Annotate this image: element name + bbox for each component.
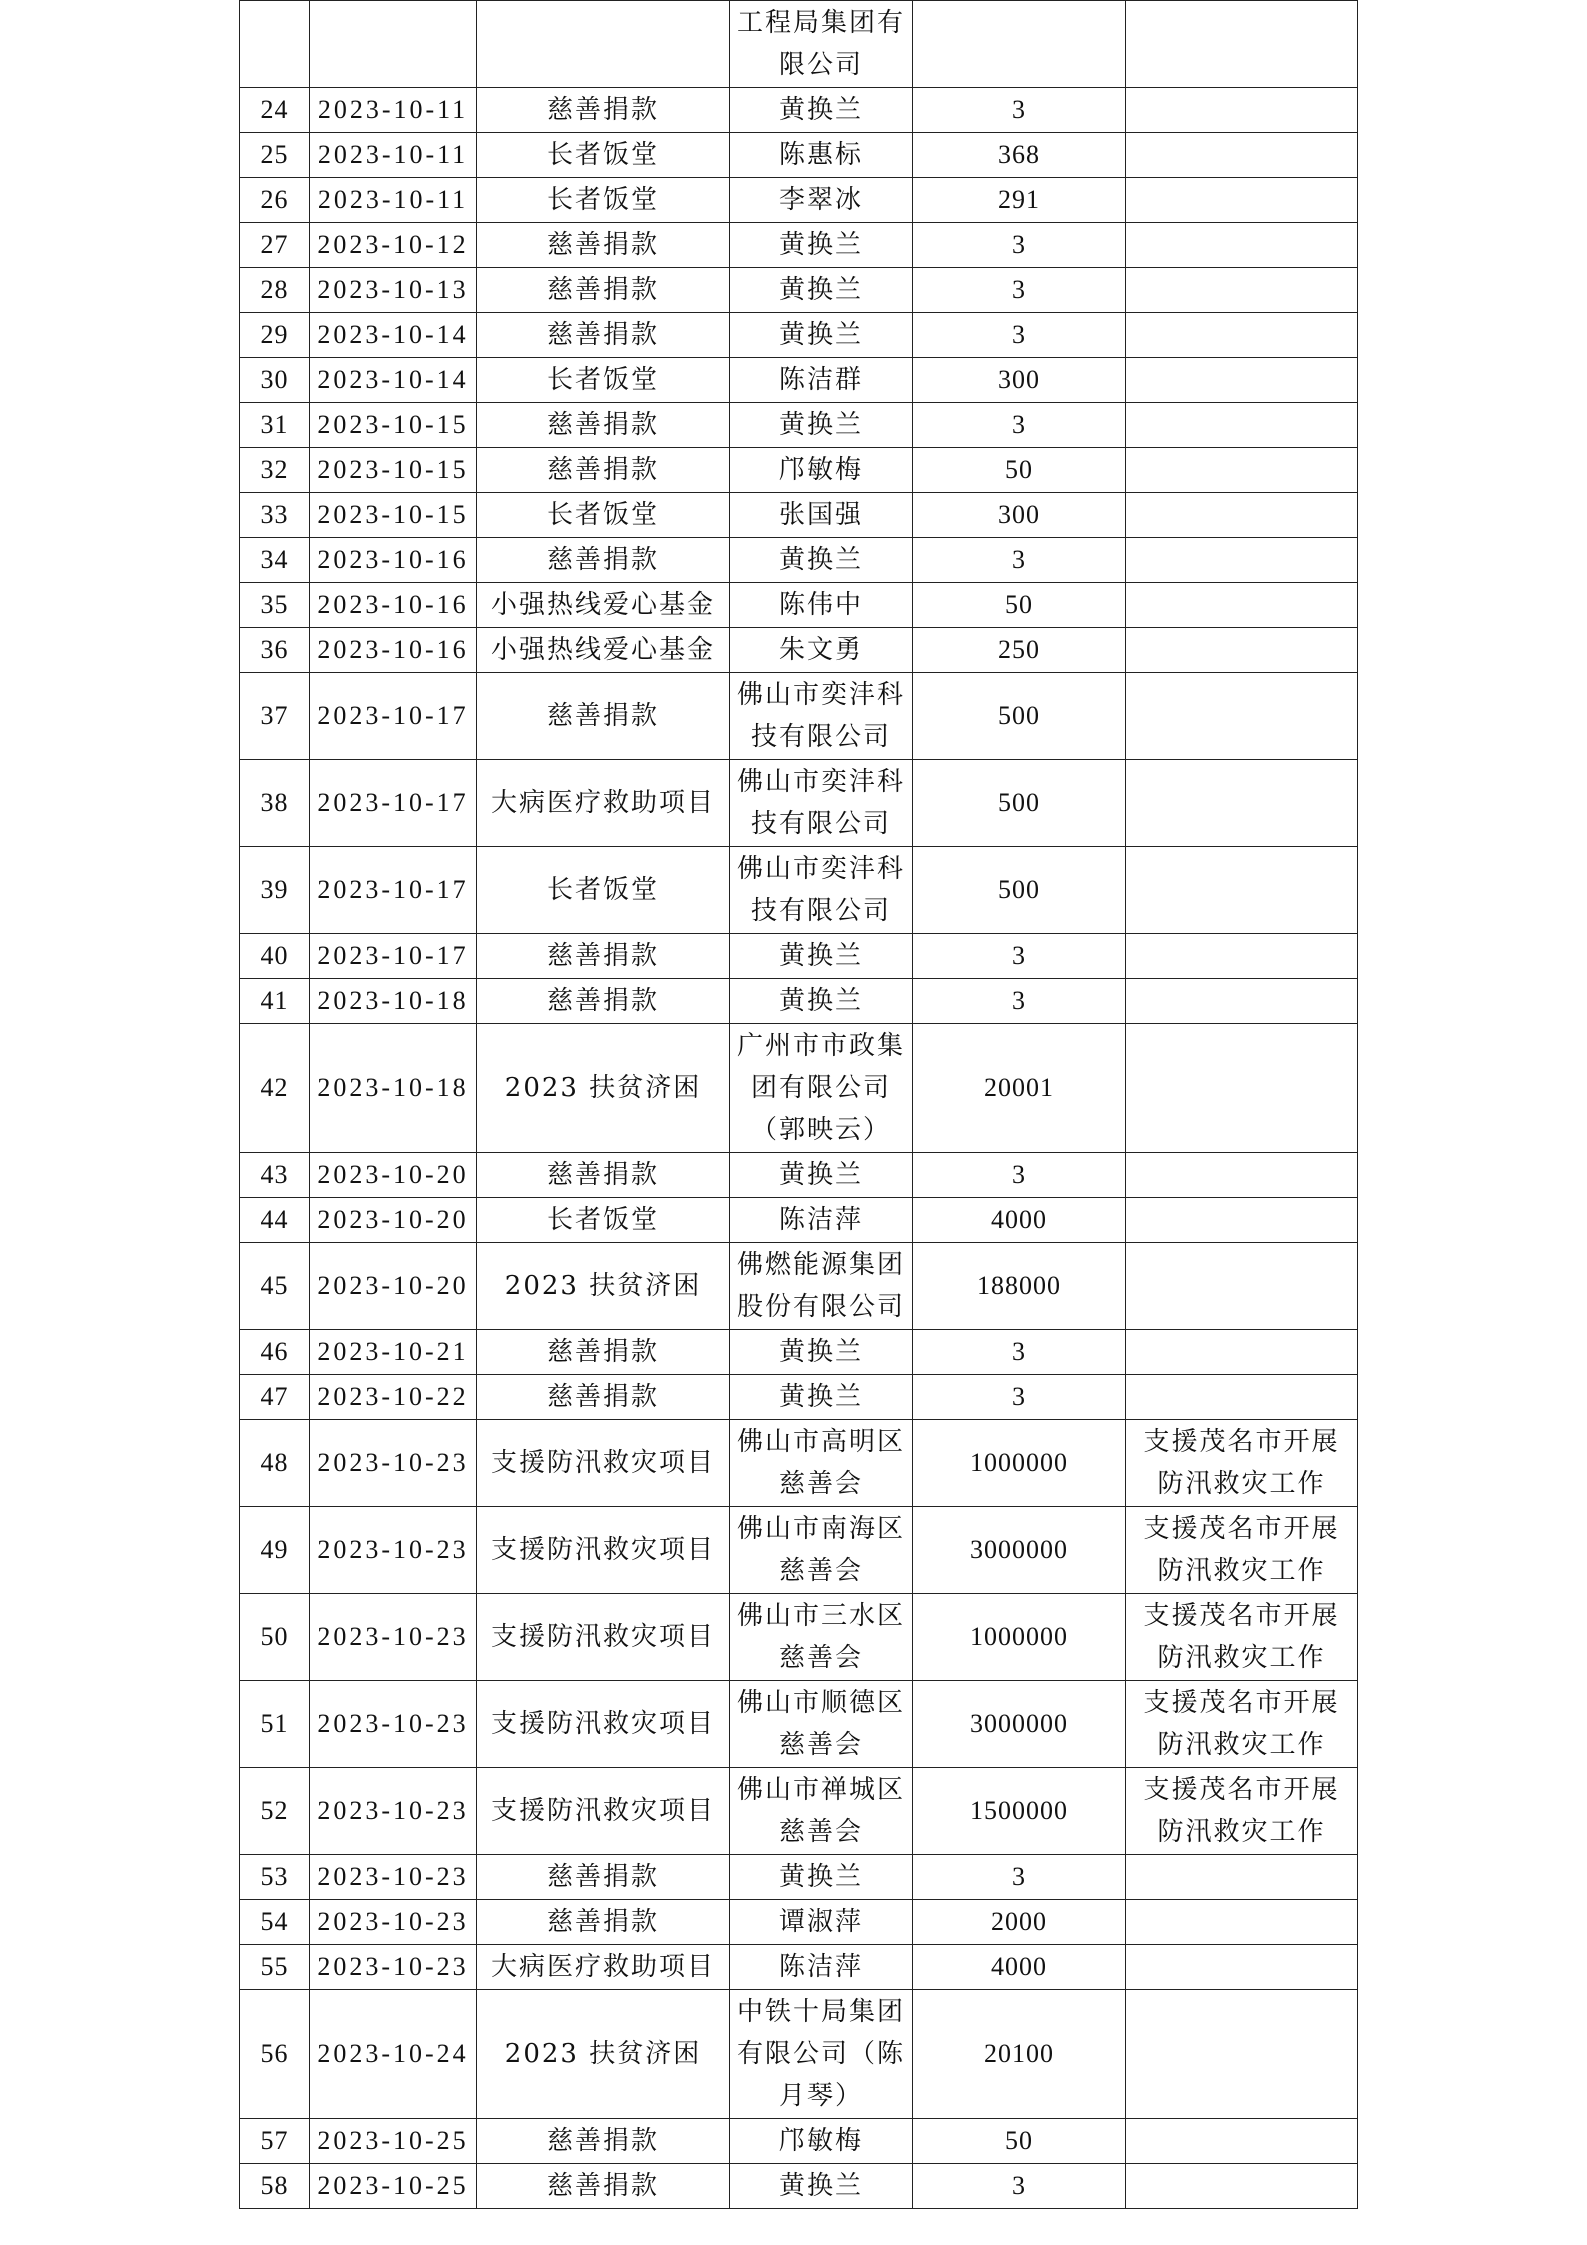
table-row <box>240 1507 1358 1594</box>
cell-number: 24 <box>240 88 310 133</box>
table-body <box>240 1 1358 2209</box>
cell-donor: 邝敏梅 <box>730 2119 913 2164</box>
cell-note: 支援茂名市开展防汛救灾工作 <box>1126 1594 1358 1681</box>
table-row <box>240 403 1358 448</box>
cell-date <box>310 1 477 88</box>
cell-note <box>1126 1375 1358 1420</box>
table-row <box>240 934 1358 979</box>
cell-number: 25 <box>240 133 310 178</box>
table-row <box>240 1768 1358 1855</box>
cell-number: 38 <box>240 760 310 847</box>
donation-table <box>239 0 1358 2209</box>
cell-project: 大病医疗救助项目 <box>477 1945 730 1990</box>
cell-project: 2023 扶贫济困 <box>477 1024 730 1153</box>
cell-project: 慈善捐款 <box>477 1330 730 1375</box>
cell-date: 2023-10-16 <box>310 538 477 583</box>
cell-date: 2023-10-11 <box>310 88 477 133</box>
cell-amount: 3 <box>913 538 1126 583</box>
cell-donor: 工程局集团有限公司 <box>730 1 913 88</box>
cell-project: 长者饭堂 <box>477 1198 730 1243</box>
cell-donor: 张国强 <box>730 493 913 538</box>
cell-number: 30 <box>240 358 310 403</box>
cell-number: 27 <box>240 223 310 268</box>
cell-project: 慈善捐款 <box>477 2119 730 2164</box>
cell-donor: 佛山市三水区慈善会 <box>730 1594 913 1681</box>
cell-donor: 佛山市禅城区慈善会 <box>730 1768 913 1855</box>
cell-note: 支援茂名市开展防汛救灾工作 <box>1126 1681 1358 1768</box>
cell-date: 2023-10-17 <box>310 934 477 979</box>
cell-date: 2023-10-15 <box>310 493 477 538</box>
cell-date: 2023-10-23 <box>310 1420 477 1507</box>
cell-note <box>1126 1153 1358 1198</box>
cell-date: 2023-10-14 <box>310 313 477 358</box>
cell-donor: 黄换兰 <box>730 268 913 313</box>
cell-note <box>1126 538 1358 583</box>
cell-date: 2023-10-23 <box>310 1507 477 1594</box>
cell-amount: 50 <box>913 583 1126 628</box>
cell-donor: 黄换兰 <box>730 223 913 268</box>
cell-amount: 500 <box>913 847 1126 934</box>
cell-note <box>1126 133 1358 178</box>
cell-date: 2023-10-14 <box>310 358 477 403</box>
cell-date: 2023-10-15 <box>310 403 477 448</box>
table-row <box>240 1420 1358 1507</box>
cell-date: 2023-10-13 <box>310 268 477 313</box>
cell-donor: 谭淑萍 <box>730 1900 913 1945</box>
document-page <box>239 0 1357 2209</box>
table-row <box>240 1900 1358 1945</box>
table-row <box>240 493 1358 538</box>
cell-amount: 3 <box>913 979 1126 1024</box>
table-row <box>240 583 1358 628</box>
cell-donor: 陈洁萍 <box>730 1198 913 1243</box>
cell-number: 34 <box>240 538 310 583</box>
cell-project: 慈善捐款 <box>477 1153 730 1198</box>
table-row <box>240 313 1358 358</box>
cell-project: 支援防汛救灾项目 <box>477 1594 730 1681</box>
cell-number: 31 <box>240 403 310 448</box>
cell-date: 2023-10-17 <box>310 847 477 934</box>
cell-project: 慈善捐款 <box>477 88 730 133</box>
cell-date: 2023-10-20 <box>310 1243 477 1330</box>
cell-amount: 3 <box>913 1375 1126 1420</box>
cell-note <box>1126 2164 1358 2209</box>
table-row <box>240 1990 1358 2119</box>
cell-amount: 3 <box>913 313 1126 358</box>
cell-number: 47 <box>240 1375 310 1420</box>
cell-note <box>1126 1243 1358 1330</box>
table-row <box>240 268 1358 313</box>
cell-number: 39 <box>240 847 310 934</box>
cell-date: 2023-10-16 <box>310 583 477 628</box>
cell-donor: 黄换兰 <box>730 1330 913 1375</box>
cell-date: 2023-10-22 <box>310 1375 477 1420</box>
cell-donor: 黄换兰 <box>730 538 913 583</box>
cell-amount: 20001 <box>913 1024 1126 1153</box>
table-row <box>240 133 1358 178</box>
cell-note <box>1126 1330 1358 1375</box>
table-row <box>240 1198 1358 1243</box>
cell-note <box>1126 1900 1358 1945</box>
cell-date: 2023-10-23 <box>310 1900 477 1945</box>
cell-amount: 368 <box>913 133 1126 178</box>
cell-date: 2023-10-11 <box>310 178 477 223</box>
cell-note <box>1126 313 1358 358</box>
cell-number: 49 <box>240 1507 310 1594</box>
table-row <box>240 1945 1358 1990</box>
cell-donor: 佛山市奕沣科技有限公司 <box>730 847 913 934</box>
cell-number: 43 <box>240 1153 310 1198</box>
cell-note <box>1126 1024 1358 1153</box>
cell-number: 53 <box>240 1855 310 1900</box>
cell-number: 57 <box>240 2119 310 2164</box>
cell-amount <box>913 1 1126 88</box>
cell-number: 55 <box>240 1945 310 1990</box>
cell-number: 37 <box>240 673 310 760</box>
cell-amount: 3 <box>913 403 1126 448</box>
cell-note <box>1126 979 1358 1024</box>
table-row <box>240 2119 1358 2164</box>
cell-project: 慈善捐款 <box>477 403 730 448</box>
cell-number: 44 <box>240 1198 310 1243</box>
cell-amount: 500 <box>913 760 1126 847</box>
cell-donor: 黄换兰 <box>730 313 913 358</box>
cell-date: 2023-10-23 <box>310 1681 477 1768</box>
cell-note <box>1126 358 1358 403</box>
cell-donor: 黄换兰 <box>730 403 913 448</box>
table-row <box>240 1 1358 88</box>
cell-date: 2023-10-20 <box>310 1153 477 1198</box>
cell-number: 40 <box>240 934 310 979</box>
cell-donor: 黄换兰 <box>730 88 913 133</box>
cell-date: 2023-10-25 <box>310 2119 477 2164</box>
cell-amount: 300 <box>913 358 1126 403</box>
table-row <box>240 1024 1358 1153</box>
table-row <box>240 1243 1358 1330</box>
cell-number: 26 <box>240 178 310 223</box>
cell-number: 51 <box>240 1681 310 1768</box>
table-row <box>240 628 1358 673</box>
cell-project <box>477 1 730 88</box>
table-row <box>240 178 1358 223</box>
cell-project: 慈善捐款 <box>477 1855 730 1900</box>
cell-donor: 朱文勇 <box>730 628 913 673</box>
cell-project: 慈善捐款 <box>477 538 730 583</box>
table-row <box>240 1153 1358 1198</box>
cell-amount: 1500000 <box>913 1768 1126 1855</box>
cell-amount: 3 <box>913 1153 1126 1198</box>
cell-amount: 3 <box>913 1330 1126 1375</box>
cell-note: 支援茂名市开展防汛救灾工作 <box>1126 1420 1358 1507</box>
cell-note <box>1126 628 1358 673</box>
cell-amount: 250 <box>913 628 1126 673</box>
cell-date: 2023-10-24 <box>310 1990 477 2119</box>
cell-number <box>240 1 310 88</box>
cell-amount: 291 <box>913 178 1126 223</box>
cell-project: 慈善捐款 <box>477 268 730 313</box>
cell-note <box>1126 673 1358 760</box>
cell-date: 2023-10-12 <box>310 223 477 268</box>
table-row <box>240 2164 1358 2209</box>
table-row <box>240 1375 1358 1420</box>
cell-donor: 陈惠标 <box>730 133 913 178</box>
cell-date: 2023-10-17 <box>310 673 477 760</box>
cell-note <box>1126 1945 1358 1990</box>
cell-project: 慈善捐款 <box>477 934 730 979</box>
cell-note <box>1126 223 1358 268</box>
table-row <box>240 448 1358 493</box>
cell-number: 35 <box>240 583 310 628</box>
cell-amount: 3 <box>913 934 1126 979</box>
cell-number: 28 <box>240 268 310 313</box>
cell-note <box>1126 403 1358 448</box>
cell-note <box>1126 268 1358 313</box>
cell-number: 36 <box>240 628 310 673</box>
cell-note <box>1126 1855 1358 1900</box>
cell-number: 32 <box>240 448 310 493</box>
cell-project: 支援防汛救灾项目 <box>477 1420 730 1507</box>
cell-note: 支援茂名市开展防汛救灾工作 <box>1126 1507 1358 1594</box>
cell-number: 54 <box>240 1900 310 1945</box>
cell-note <box>1126 934 1358 979</box>
cell-date: 2023-10-23 <box>310 1768 477 1855</box>
cell-project: 2023 扶贫济困 <box>477 1243 730 1330</box>
cell-donor: 李翠冰 <box>730 178 913 223</box>
cell-date: 2023-10-18 <box>310 1024 477 1153</box>
cell-note <box>1126 88 1358 133</box>
cell-date: 2023-10-21 <box>310 1330 477 1375</box>
cell-project: 支援防汛救灾项目 <box>477 1507 730 1594</box>
cell-project: 慈善捐款 <box>477 448 730 493</box>
table-row <box>240 1681 1358 1768</box>
cell-amount: 188000 <box>913 1243 1126 1330</box>
cell-amount: 1000000 <box>913 1594 1126 1681</box>
cell-donor: 黄换兰 <box>730 1153 913 1198</box>
cell-amount: 3 <box>913 1855 1126 1900</box>
cell-date: 2023-10-23 <box>310 1594 477 1681</box>
cell-donor: 佛山市奕沣科技有限公司 <box>730 760 913 847</box>
cell-date: 2023-10-25 <box>310 2164 477 2209</box>
cell-number: 48 <box>240 1420 310 1507</box>
cell-note <box>1126 1990 1358 2119</box>
table-row <box>240 358 1358 403</box>
cell-amount: 4000 <box>913 1198 1126 1243</box>
cell-donor: 中铁十局集团有限公司（陈月琴） <box>730 1990 913 2119</box>
cell-date: 2023-10-18 <box>310 979 477 1024</box>
cell-project: 慈善捐款 <box>477 313 730 358</box>
cell-project: 支援防汛救灾项目 <box>477 1768 730 1855</box>
cell-project: 长者饭堂 <box>477 178 730 223</box>
table-row <box>240 1855 1358 1900</box>
cell-donor: 佛燃能源集团股份有限公司 <box>730 1243 913 1330</box>
cell-number: 58 <box>240 2164 310 2209</box>
cell-project: 长者饭堂 <box>477 847 730 934</box>
cell-note <box>1126 583 1358 628</box>
cell-donor: 陈洁群 <box>730 358 913 403</box>
cell-date: 2023-10-16 <box>310 628 477 673</box>
table-row <box>240 538 1358 583</box>
cell-amount: 4000 <box>913 1945 1126 1990</box>
cell-amount: 1000000 <box>913 1420 1126 1507</box>
cell-project: 慈善捐款 <box>477 2164 730 2209</box>
cell-donor: 陈伟中 <box>730 583 913 628</box>
cell-amount: 3 <box>913 268 1126 313</box>
cell-donor: 佛山市南海区慈善会 <box>730 1507 913 1594</box>
cell-amount: 500 <box>913 673 1126 760</box>
cell-number: 41 <box>240 979 310 1024</box>
cell-amount: 2000 <box>913 1900 1126 1945</box>
cell-amount: 3000000 <box>913 1507 1126 1594</box>
cell-number: 45 <box>240 1243 310 1330</box>
cell-project: 长者饭堂 <box>477 493 730 538</box>
cell-donor: 黄换兰 <box>730 2164 913 2209</box>
cell-date: 2023-10-17 <box>310 760 477 847</box>
cell-note <box>1126 2119 1358 2164</box>
cell-note: 支援茂名市开展防汛救灾工作 <box>1126 1768 1358 1855</box>
cell-project: 长者饭堂 <box>477 358 730 403</box>
cell-project: 大病医疗救助项目 <box>477 760 730 847</box>
cell-number: 46 <box>240 1330 310 1375</box>
cell-project: 慈善捐款 <box>477 673 730 760</box>
cell-amount: 20100 <box>913 1990 1126 2119</box>
cell-donor: 黄换兰 <box>730 979 913 1024</box>
cell-note <box>1126 1 1358 88</box>
cell-number: 33 <box>240 493 310 538</box>
cell-project: 慈善捐款 <box>477 1375 730 1420</box>
cell-amount: 3 <box>913 88 1126 133</box>
cell-amount: 50 <box>913 2119 1126 2164</box>
cell-project: 支援防汛救灾项目 <box>477 1681 730 1768</box>
cell-project: 小强热线爱心基金 <box>477 628 730 673</box>
cell-note <box>1126 178 1358 223</box>
cell-number: 52 <box>240 1768 310 1855</box>
cell-date: 2023-10-23 <box>310 1945 477 1990</box>
cell-donor: 黄换兰 <box>730 1375 913 1420</box>
table-row <box>240 1594 1358 1681</box>
cell-project: 慈善捐款 <box>477 1900 730 1945</box>
table-row <box>240 847 1358 934</box>
cell-note <box>1126 760 1358 847</box>
cell-note <box>1126 493 1358 538</box>
cell-project: 小强热线爱心基金 <box>477 583 730 628</box>
cell-date: 2023-10-23 <box>310 1855 477 1900</box>
cell-amount: 3000000 <box>913 1681 1126 1768</box>
table-row <box>240 223 1358 268</box>
cell-note <box>1126 448 1358 493</box>
table-row <box>240 979 1358 1024</box>
cell-number: 42 <box>240 1024 310 1153</box>
cell-project: 长者饭堂 <box>477 133 730 178</box>
cell-donor: 邝敏梅 <box>730 448 913 493</box>
table-row <box>240 1330 1358 1375</box>
cell-note <box>1126 847 1358 934</box>
cell-project: 2023 扶贫济困 <box>477 1990 730 2119</box>
cell-amount: 3 <box>913 223 1126 268</box>
cell-donor: 黄换兰 <box>730 934 913 979</box>
cell-date: 2023-10-11 <box>310 133 477 178</box>
cell-donor: 陈洁萍 <box>730 1945 913 1990</box>
cell-date: 2023-10-20 <box>310 1198 477 1243</box>
cell-project: 慈善捐款 <box>477 223 730 268</box>
cell-donor: 广州市市政集团有限公司（郭映云） <box>730 1024 913 1153</box>
cell-number: 29 <box>240 313 310 358</box>
cell-date: 2023-10-15 <box>310 448 477 493</box>
cell-amount: 50 <box>913 448 1126 493</box>
cell-number: 56 <box>240 1990 310 2119</box>
table-row <box>240 88 1358 133</box>
cell-amount: 3 <box>913 2164 1126 2209</box>
cell-donor: 黄换兰 <box>730 1855 913 1900</box>
cell-amount: 300 <box>913 493 1126 538</box>
cell-donor: 佛山市奕沣科技有限公司 <box>730 673 913 760</box>
table-row <box>240 673 1358 760</box>
cell-number: 50 <box>240 1594 310 1681</box>
cell-note <box>1126 1198 1358 1243</box>
cell-project: 慈善捐款 <box>477 979 730 1024</box>
cell-donor: 佛山市高明区慈善会 <box>730 1420 913 1507</box>
cell-donor: 佛山市顺德区慈善会 <box>730 1681 913 1768</box>
table-row <box>240 760 1358 847</box>
